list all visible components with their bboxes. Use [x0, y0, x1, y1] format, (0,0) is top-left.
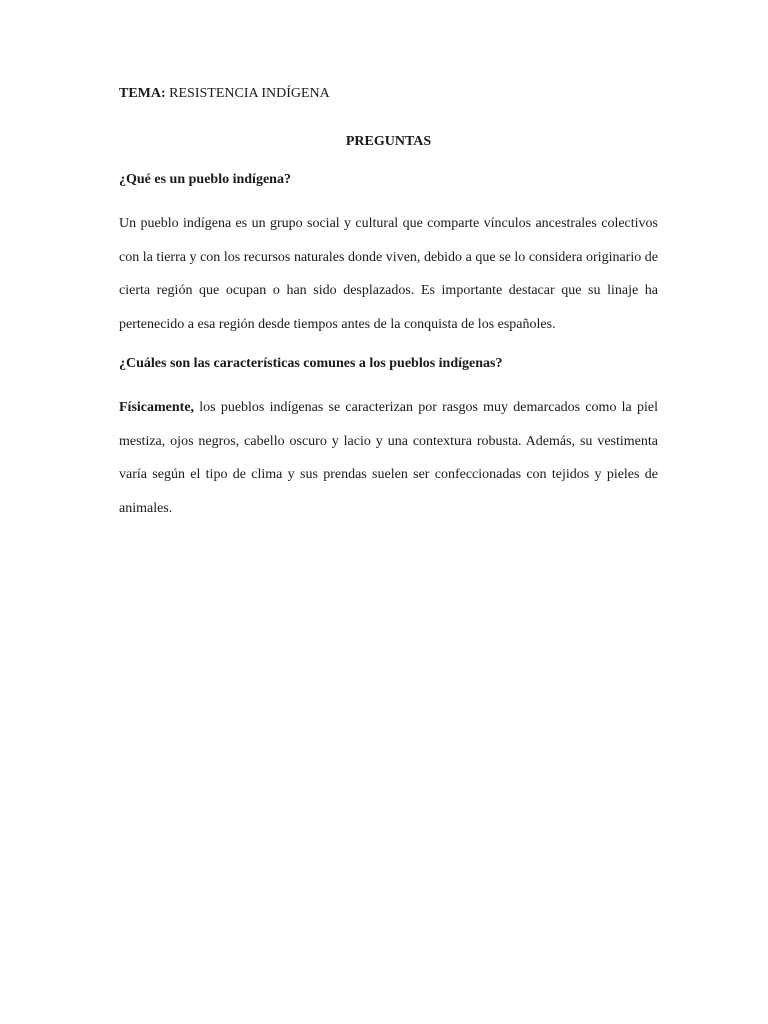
answer-1-text: Un pueblo indígena es un grupo social y cultural que comparte vínculos ancestrales colectivos con la tierra y con los recursos naturales donde viven, debido a que se lo considera originario de cierta región que ocupan o han sido desplazados. Es importante destacar que su linaje ha pertenecido a esa región desde tiempos antes de la conquista de los españoles. — [119, 216, 658, 332]
topic-value: RESISTENCIA INDÍGENA — [169, 86, 330, 101]
answer-1 — [119, 207, 658, 341]
question-1: ¿Qué es un pueblo indígena? — [119, 172, 291, 187]
section-heading: PREGUNTAS — [345, 134, 432, 149]
answer-2-text: los pueblos indígenas se caracterizan por rasgos muy demarcados como la piel mestiza, ojos negros, cabello oscuro y lacio y una contextura robusta. Además, su vestimenta varía según el tipo de clima y sus prendas suelen ser confeccionadas con tejidos y pieles de animales. — [119, 400, 658, 516]
answer-2-lead: Físicamente, — [119, 400, 195, 415]
topic-label: TEMA: — [119, 86, 166, 101]
question-2: ¿Cuáles son las características comunes a los pueblos indígenas? — [119, 356, 503, 371]
topic-line — [119, 83, 658, 105]
answer-2 — [119, 391, 658, 525]
document-body — [119, 83, 658, 525]
